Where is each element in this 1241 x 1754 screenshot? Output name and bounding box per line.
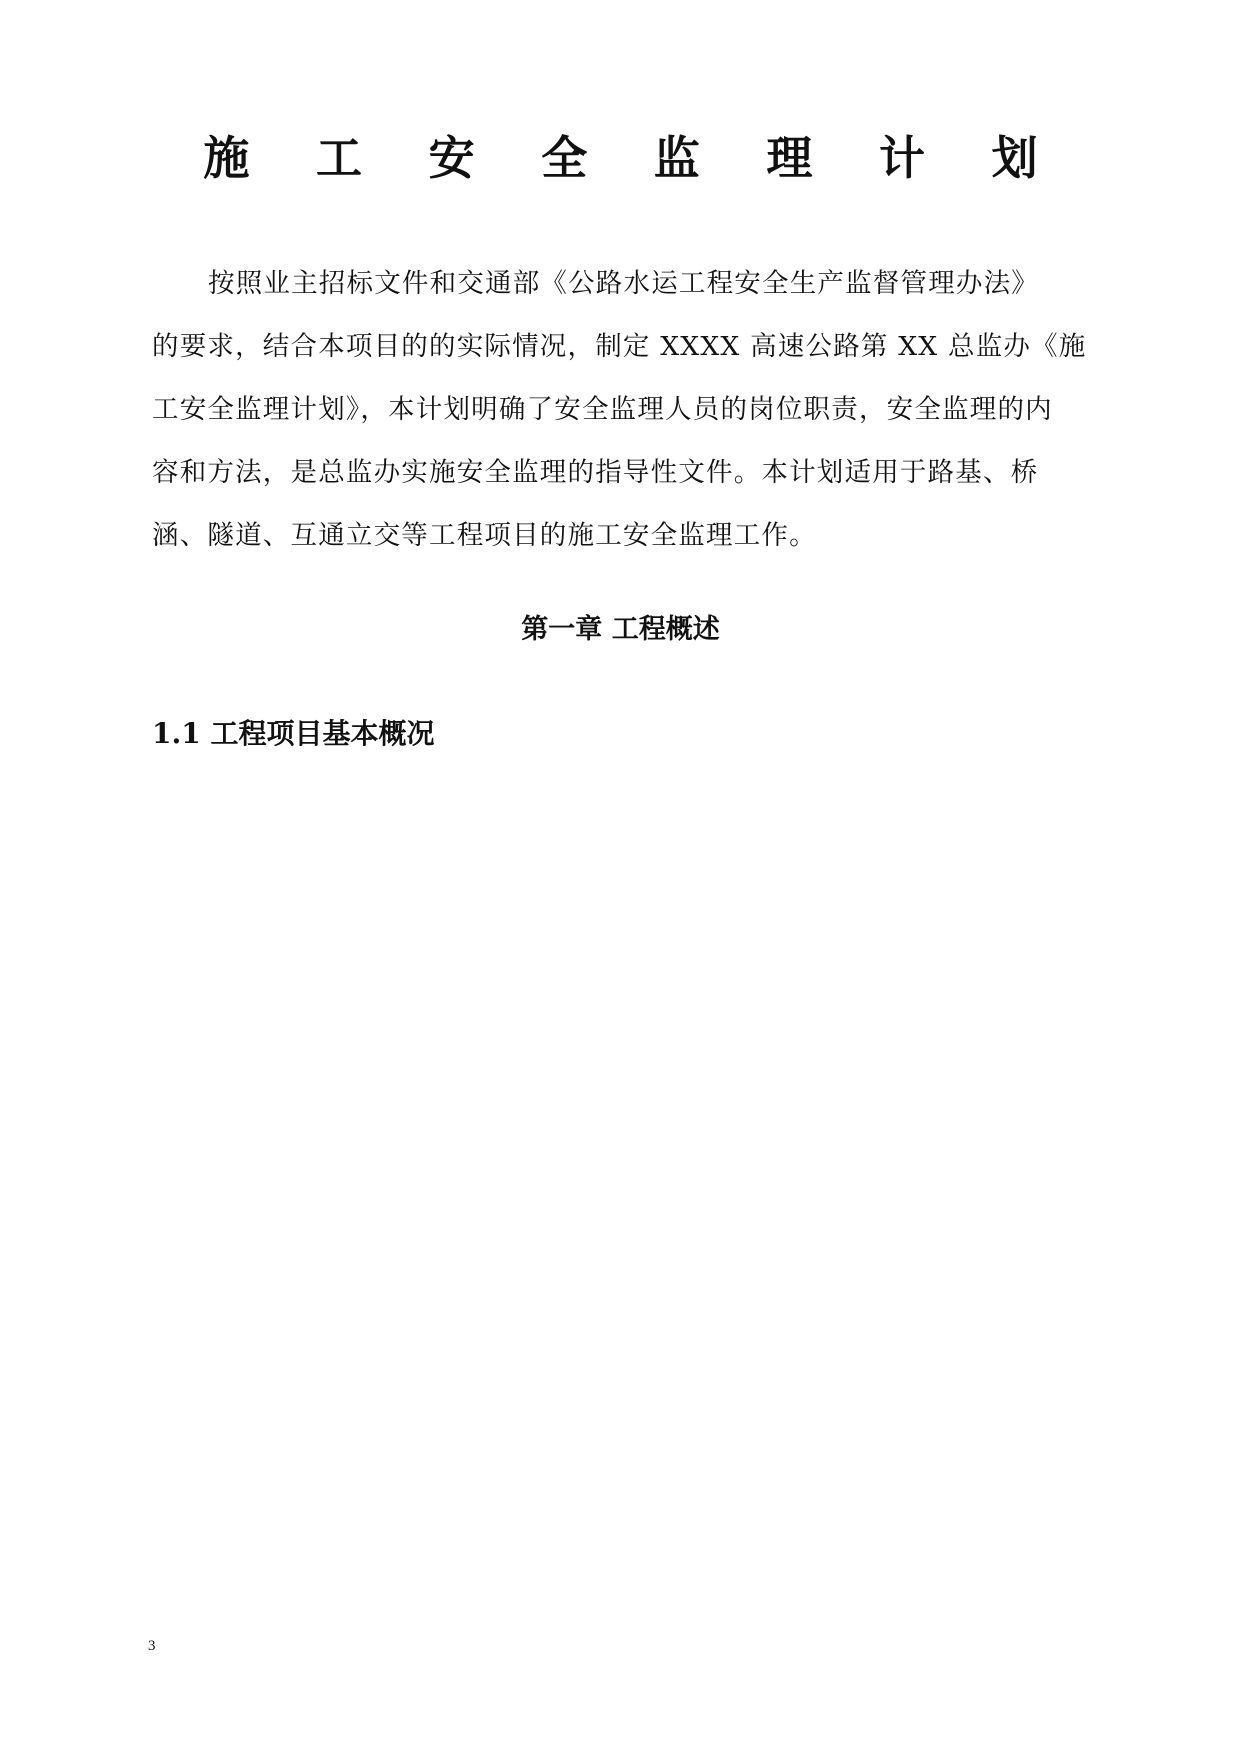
intro-line-1: 按照业主招标文件和交通部《公路水运工程安全生产监督管理办法》: [208, 268, 1039, 299]
intro-line-3: 工安全监理计划》，本计划明确了安全监理人员的岗位职责，安全监理的内: [152, 394, 1053, 425]
chapter-heading: 第一章 工程概述: [521, 614, 720, 645]
intro-line-5: 涵、隧道、互通立交等工程项目的施工安全监理工作。: [152, 520, 817, 551]
intro-paragraph: [152, 252, 1092, 567]
document-title: 施 工 安 全 监 理 计 划: [203, 131, 1063, 185]
intro-line-2: 的要求，结合本项目的的实际情况，制定 XXXX 高速公路第 XX 总监办《施: [152, 331, 1087, 362]
intro-line-4: 容和方法，是总监办实施安全监理的指导性文件。本计划适用于路基、桥: [152, 457, 1039, 488]
section-heading: 1.1 工程项目基本概况: [152, 717, 435, 750]
page-number: 3: [148, 1638, 156, 1654]
